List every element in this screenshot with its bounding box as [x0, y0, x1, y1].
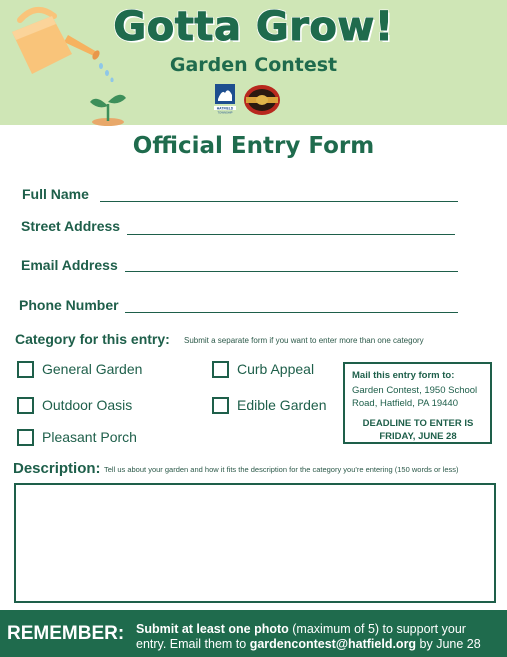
footer-instructions	[136, 622, 481, 652]
logo-wordmark: HATFIELD	[216, 106, 234, 111]
category-title: Category for this entry:	[15, 331, 170, 347]
phone-number-label: Phone Number	[19, 297, 119, 313]
seedling-icon	[86, 88, 130, 126]
description-label: Description:	[13, 460, 101, 477]
option-label-edible-garden: Edible Garden	[237, 397, 327, 413]
remember-label: REMEMBER:	[7, 623, 125, 644]
footer-line-2-pre: entry. Email them to	[136, 637, 250, 651]
footer-photo-emphasis: Submit at least one photo	[136, 622, 289, 636]
mail-info-box	[343, 362, 492, 444]
garden-club-seal-logo	[243, 84, 281, 116]
phone-number-field[interactable]	[125, 312, 458, 313]
footer-email-link[interactable]: gardencontest@hatfield.org	[249, 637, 417, 651]
hatfield-township-logo	[214, 83, 236, 115]
option-label-outdoor-oasis: Outdoor Oasis	[42, 397, 133, 413]
form-heading: Official Entry Form	[132, 133, 375, 159]
checkbox-general-garden[interactable]	[17, 361, 34, 378]
checkbox-edible-garden[interactable]	[212, 397, 229, 414]
option-label-curb-appeal: Curb Appeal	[237, 361, 315, 377]
full-name-field[interactable]	[100, 201, 458, 202]
checkbox-outdoor-oasis[interactable]	[17, 397, 34, 414]
footer-line-1	[136, 622, 481, 637]
header-banner	[0, 0, 507, 125]
footer-line-2	[136, 637, 481, 652]
description-textarea[interactable]	[14, 483, 496, 603]
option-label-pleasant-porch: Pleasant Porch	[42, 429, 137, 445]
footer-banner	[0, 610, 507, 657]
logo-wordmark-2: TOWNSHIP	[217, 110, 233, 115]
email-address-field[interactable]	[125, 271, 458, 272]
mail-address: Garden Contest, 1950 School Road, Hatfield, PA 19440	[352, 385, 478, 409]
street-address-label: Street Address	[21, 218, 121, 234]
footer-line-1-rest: (maximum of 5) to support your	[288, 622, 466, 636]
full-name-label: Full Name	[22, 186, 89, 202]
mail-heading: Mail this entry form to:	[352, 370, 455, 381]
page-subtitle: Garden Contest	[169, 54, 338, 76]
checkbox-curb-appeal[interactable]	[212, 361, 229, 378]
checkbox-pleasant-porch[interactable]	[17, 429, 34, 446]
option-label-general-garden: General Garden	[42, 361, 143, 377]
page-title: Gotta Grow!	[113, 4, 394, 50]
description-note: Tell us about your garden and how it fits the description for the category you're entering (150 words or less)	[104, 465, 459, 474]
street-address-field[interactable]	[127, 234, 455, 235]
deadline-notice: DEADLINE TO ENTER IS FRIDAY, JUNE 28	[362, 418, 474, 442]
email-address-label: Email Address	[21, 257, 118, 273]
footer-line-2-post: by June 28	[416, 637, 481, 651]
category-note: Submit a separate form if you want to enter more than one category	[184, 336, 424, 345]
